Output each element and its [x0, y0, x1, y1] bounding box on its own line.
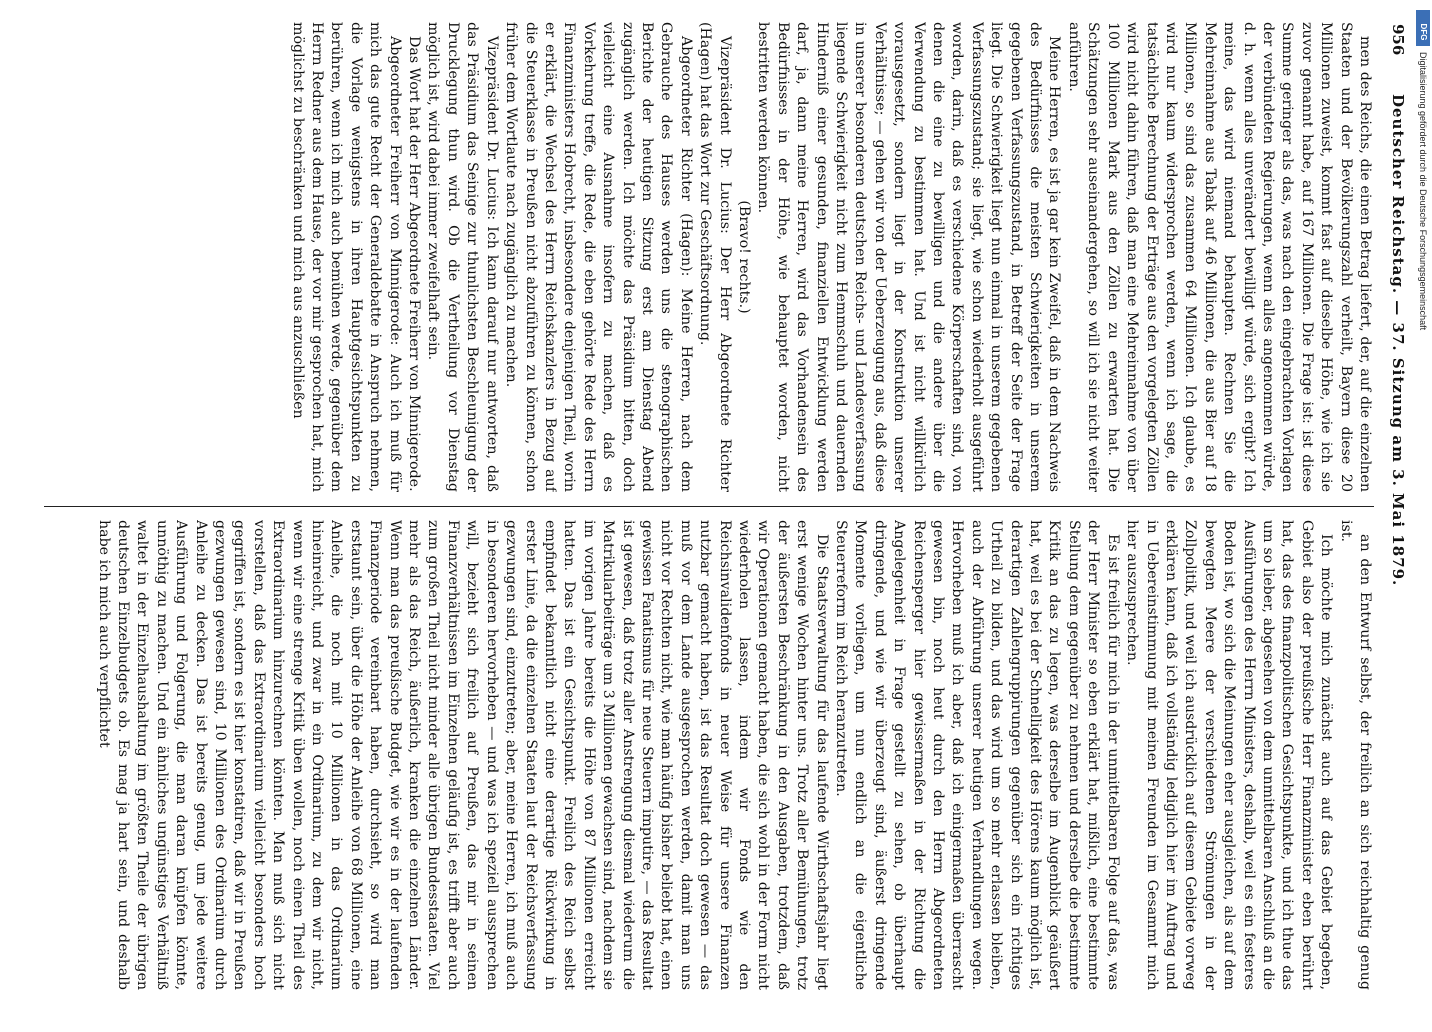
paragraph: Das Wort hat der Herr Abgeordnete Freiherr von Minnigerode.: [406, 36, 423, 492]
paragraph: Es ist freilich für mich in der unmittelbaren Folge auf das, was der Herr Minister so eben erklärt hat, mißlich, eine bestimmte Stellung dem gegenüber zu nehmen und derselbe die bestimmte Kritik an das zu legen, was derselbe im Augenblick geäußert hat, weil es bei der Schnelligkeit des Hörens kaum möglich ist, derartigen Zahlengruppirungen gegenüber sich ein richtiges Urtheil zu bilden, und das wird um so mehr erlassen bleiben, auch der Abführung unserer heutigen Verhandlungen wegen. Hervorheben muß ich aber, daß ich einigermaßen überrascht gewesen bin, noch heut durch den Herrn Abgeordneten Reichensperger hier gewissermaßen in der Richtung die Angelegenheit in Frage gestellt zu sehen, ob überhaupt dringende, und wie wir überzeugt sind, äußerst dringende Momente vorliegen, um nun endlich an die eigentliche Steuerreform im Reich heranzutreten.: [833, 520, 1121, 990]
page-header: [1378, 14, 1418, 994]
left-column: [44, 22, 1374, 492]
paragraph: an den Entwurf selbst, der freilich an sich reichhaltig genug ist.: [1337, 520, 1373, 990]
column-divider: [44, 506, 1374, 507]
paragraph: Ich möchte mich zunächst auch auf das Gebiet begeben, Gebiet also der preußische Herr Finanzminister eben berührt hat, das des finanzpolitischen Gesichtspunkte, und ich thue das um so lieber, abgesehen von dem unmittelbaren Anschluß an die Ausführungen des Herrn Ministers, deshalb, weil es ein festeres Boden ist, wo sich die Meinungen eher ausgleichen, als auf dem bewegten Meere der verschiedenen Strömungen in der Zollpolitik, und weil ich ausdrücklich auf diesem Gebiete vorweg erklären kann, daß ich vollständig lediglich hier im Auftrag und in Uebereinstimmung mit meinen Freunden im Gesammt mich hier auszusprechen.: [1124, 520, 1335, 990]
interjection: (Bravo! rechts.): [736, 200, 752, 314]
paragraph: Meine Herren, es ist ja gar kein Zweifel, daß in dem Nachweis des Bedürfnisses die meisten Schwierigkeiten in unserem gegebenen Verfassungszustand, in Betreff der Seite der Frage liegt. Die Schwierigkeit liegt nun einmal in unserem gegebenen Verfassungszustand; sie liegt, wie schon wiederholt ausgeführt worden, darin, daß es verschiedene Körperschaften sind, von denen die eine zu bewilligen und die andere über die Verwendung zu bestimmen hat. Und ist nicht willkürlich vorausgesetzt, sondern liegt in der Konstruktion unserer Verhältnisse; — gehen wir von der Ueberzeugung aus, daß diese in unserer besonderen deutschen Reichs- und Landesverfassung liegende Schwierigkeit nicht zum Hemmschuh und dauernden Hinderniß einer gesunden, finanziellen Entwicklung werden darf, ja, dann meine Herren, wird das Vorhandensein des Bedürfnisses in der Höhe, wie behauptet worden, nicht bestritten werden können.: [755, 22, 1063, 492]
dfg-logo-text: DFG: [1419, 23, 1428, 41]
paragraph: Vizepräsident Dr. Lucius: Ich kann darauf nur antworten, daß das Präsidium das Seinige zur thunlichsten Beschleunigung der Drucklegung thun wird. Ob die Vertheilung vor Dienstag möglich ist, wird dabei immer zweifelhaft sein.: [425, 22, 500, 492]
page-number: 956: [1389, 24, 1407, 56]
paragraph: men des Reichs, die einen Betrag liefert, der, auf die einzelnen Staaten und der Bevölkerungszahl verheilt, Bayern diese 20 Millionen zuweist, kommt fast auf dieselbe Höhe, wie ich sie zuvor genannt habe, auf 167 Millionen. Die Frage ist: ist diese Summe geringer als das, was nach den eingebrachten Vorlagen der verbündeten Regierungen, wenn alles angenommen würde, d. h. wenn alles unverändert bewilligt würde, sich ergibt? Ich meine, das wird niemand behaupten. Rechnen Sie die Mehreinnahme aus Tabak auf 46 Millionen, die aus Bier auf 18 Millionen, so sind das zusammen 64 Millionen. Ich glaube, es wird nur kaum widersprochen werden, wenn ich sage, die tatsächliche Berechnung der Erträge aus den vorgelegten Zöllen wird nicht dahin führen, daß man eine Mehreinnahme von über 100 Millionen Mark aus den Zöllen zu erwarten hat. Die Schätzungen sehr auseinandergehen, so will ich sie nicht weiter anführen.: [1065, 22, 1373, 492]
paragraph: Die Staatsverwaltung für das laufende Wirthschaftsjahr liegt erst wenige Wochen hinter uns. Trotz aller Bemühungen, trotz der äußersten Beschränkung in den Ausgaben, trotzdem, daß wir Operationen gemacht haben, die sich wohl in der Form nicht wiederholen lassen, indem wir Fonds wie den Reichsinvalidenfonds in neuer Weise für unsere Finanzen nutzbar gemacht haben, ist das Resultat doch gewesen — das muß vor dem Lande ausgesprochen werden, damit man uns nicht vor Rechten nicht, wie man häufig bisher beliebt hat, einen gewissen Fanatismus für neue Steuern imputire, — das Resultat ist gewesen, daß trotz aller Anstrengung diesmal wiederum die Matrikularbeiträge um 3 Millionen gewachsen sind, nachdem sie im vorigen Jahre bereits die Höhe von 87 Millionen erreicht hatten. Das ist ein Gesichtspunkt. Freilich des Reich selbst empfindet bekanntlich nicht eine derartige Rückwirkung in erster Linie, da die einzelnen Staaten laut der Reichsverfassung gezwungen sind, einzutreten; aber, meine Herren, ich muß auch in besonderen hervorheben — und was ich speziell aussprechen will, bezieht sich freilich auf Preußen, das mir in seinen Finanzverhältnissen im Einzelnen geläufig ist, es trifft aber auch zum großen Theil nicht minder alle übrigen Bundesstaaten. Viel mehr als das Reich, äußerlich, kranken die einzelnen Länder. Wenn man das preußische Budget, wie wir es in der laufenden Finanzperiode vereinbart haben, durchsieht, so wird man erstaunt sein, über die Höhe der Anleihe von 68 Millionen, eine Anleihe, die noch mit 10 Millionen in das Ordinarium hineinreicht, und zwar in ein Ordinarium, zu dem wir nicht, wenn wir eine strenge Kritik üben wollen, noch einen Theil des Extraordinarium hinzurechnen könnten. Man muß sich nicht vorstellen, daß das Extraordinarium vielleicht besonders hoch gegriffen ist, sondern es ist hier konstatiren, daß wir in Preußen gezwungen gewesen sind, 10 Millionen des Ordinarium durch Anleihe zu decken. Das ist bereits genug, um jede weitere Ausführung und Folgerung, die man daran knüpfen könnte, unnöthig zu machen. Und ein ähnliches ungünstiges Verhältniß waltet in der Einzelhaushaltung im größten Theile der übrigen deutschen Einzelbudgets ob. Es mag ja hart sein, und deshalb habe ich mich auch verpflichtet: [95, 520, 830, 990]
funding-note: Digitalisierung gefördert durch die Deutsche Forschungsgemeinschaft: [1418, 52, 1428, 331]
funding-sidebar: [1416, 8, 1430, 992]
paragraph: Abgeordneter Freiherr von Minnigerode: Auch ich muß für mich das gute Recht der Generaldebatte in Anspruch nehmen, die Vorlage wenigstens in ihren Hauptgesichtspunkten zu berühren, wenn ich mich auch bemühen werde, gegenüber dem Herrn Redner aus dem Hause, der vor mir gesprochen hat, mich möglichst zu beschränken und mich aus anzuschließen: [289, 22, 403, 492]
rotated-page-content: [18, 14, 1418, 994]
paragraph: Vizepräsident Dr. Lucius: Der Herr Abgeordnete Richter (Hagen) hat das Wort zur Geschäftsordnung.: [697, 22, 733, 492]
running-title: Deutscher Reichstag. — 37. Sitzung am 3. Mai 1879.: [1389, 94, 1407, 587]
dfg-logo: [1416, 10, 1430, 46]
right-column: [44, 520, 1374, 990]
paragraph: Abgeordneter Richter (Hagen): Meine Herren, nach dem Gebrauche des Hauses werden uns die stenographischen Berichte der heutigen Sitzung erst am Dienstag Abend zugänglich werden. Ich möchte das Präsidium bitten, doch vielleicht eine Ausnahme insofern zu machen, daß es Vorkehrung treffe, die Rede, die eben gehörte Rede des Herrn Finanzministers Hobrecht, insbesondere denjenigen Theil, worin er erklärt, die Wechsel des Herrn Reichskanzlers in Bezug auf die Steuerklasse in Preußen nicht abzuführen zu können, schon früher dem Wortlaute nach zugänglich zu machen.: [503, 22, 694, 492]
